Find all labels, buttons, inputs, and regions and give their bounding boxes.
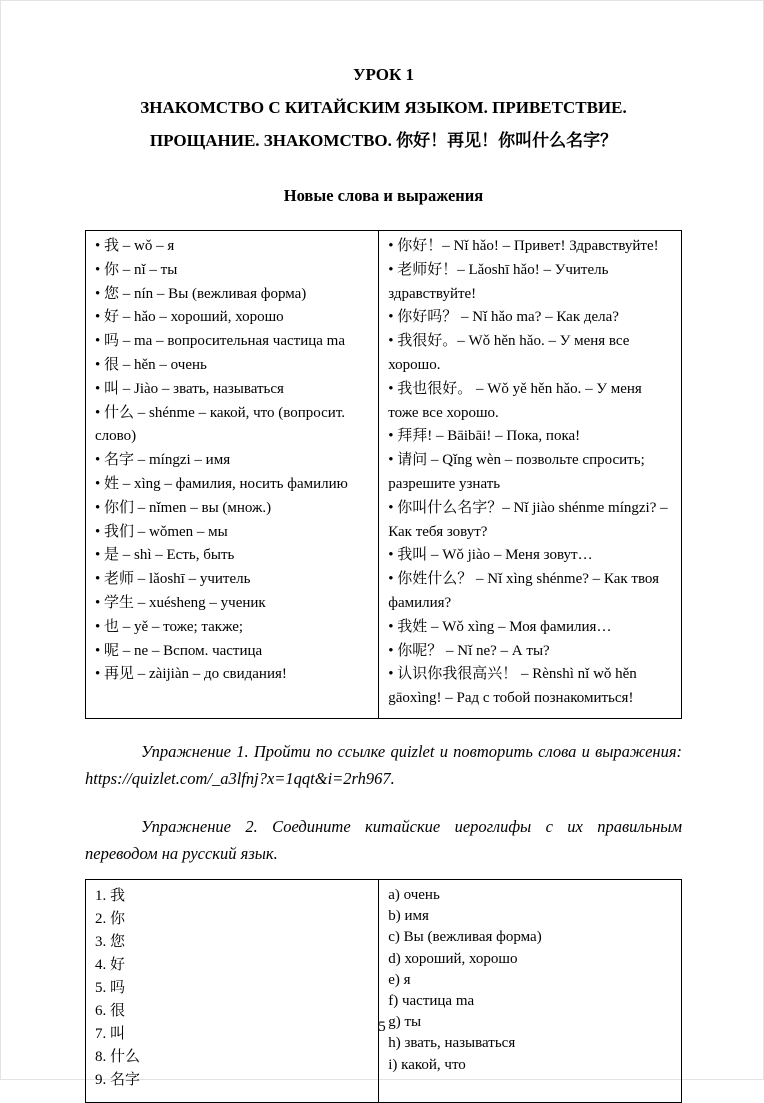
vocab-item: • 认识你我很高兴！ – Rènshì nǐ wǒ hěn gāoxìng! – Рад с тобой познакомиться! [388, 663, 673, 711]
vocab-item: • 我也很好。 – Wǒ yě hěn hǎo. – У меня тоже все хорошо. [388, 378, 673, 426]
match-item-translation: f) частица ma [388, 992, 475, 1009]
section-subtitle: Новые слова и выражения [283, 186, 484, 205]
quizlet-link[interactable]: https://quizlet.com/_a3lfnj?x=1qqt&i=2rh967 [85, 768, 391, 788]
vocab-item: • 你呢？ – Nǐ ne? – А ты? [388, 640, 673, 664]
vocab-item: • 你好吗？ – Nǐ hǎo ma? – Как дела? [388, 306, 673, 330]
exercise-2-paragraph: Упражнение 2. Соедините китайские иероглифы с их правильным переводом на русский язык. [85, 816, 682, 863]
vocab-item: • 老师 – lǎoshī – учитель [95, 568, 370, 592]
matching-table-left-cell [86, 879, 379, 1102]
match-item-translation: d) хороший, хорошо [388, 950, 518, 967]
page-number: 5 [378, 1019, 386, 1035]
vocab-table [85, 230, 682, 719]
vocab-item: • 我很好。– Wǒ hěn hǎo. – У меня все хорошо. [388, 330, 673, 378]
match-item-character: 6. 很 [95, 1002, 126, 1019]
lesson-title-line-3: ПРОЩАНИЕ. ЗНАКОМСТВО. 你好！再见！你叫什么名字？ [149, 131, 618, 150]
match-item-character: 8. 什么 [95, 1048, 141, 1065]
vocab-item: • 好 – hǎo – хороший, хорошо [95, 306, 370, 330]
vocab-item: • 学生 – xuésheng – ученик [95, 592, 370, 616]
match-item-character: 2. 你 [95, 910, 126, 927]
match-item-character: 1. 我 [95, 887, 126, 904]
lesson-title [85, 58, 682, 157]
vocab-item: • 你姓什么？ – Nǐ xìng shénme? – Как твоя фамилия? [388, 568, 673, 616]
match-item-character: 3. 您 [95, 933, 126, 950]
vocab-item: • 很 – hěn – очень [95, 354, 370, 378]
match-item-translation: e) я [388, 971, 411, 988]
lesson-title-line-1: УРОК 1 [352, 65, 415, 84]
match-item-character: 9. 名字 [95, 1071, 141, 1088]
vocab-item: • 老师好！– Lǎoshī hǎo! – Учитель здравствуйте! [388, 259, 673, 307]
match-item-character: 7. 叫 [95, 1025, 126, 1042]
vocab-list-right [388, 235, 673, 711]
match-item-character: 4. 好 [95, 956, 126, 973]
vocab-item: • 你叫什么名字？– Nǐ jiào shénme míngzi? – Как тебя зовут? [388, 497, 673, 545]
matching-exercise-table [85, 879, 682, 1103]
exercise-1-suffix: . [390, 768, 395, 788]
vocab-item: • 你们 – nǐmen – вы (множ.) [95, 497, 370, 521]
vocab-item: • 叫 – Jiào – звать, называться [95, 378, 370, 402]
vocab-table-row [86, 231, 682, 719]
vocab-item: • 我叫 – Wǒ jiào – Меня зовут… [388, 544, 673, 568]
vocab-item: • 是 – shì – Есть, быть [95, 544, 370, 568]
lesson-title-line-2: ЗНАКОМСТВО С КИТАЙСКИМ ЯЗЫКОМ. ПРИВЕТСТВИЕ. [140, 98, 627, 117]
matching-table-row [86, 879, 682, 1102]
matching-list-translations [388, 885, 673, 1076]
vocab-item: • 拜拜! – Bāibāi! – Пока, пока! [388, 425, 673, 449]
vocab-item: • 名字 – míngzi – имя [95, 449, 370, 473]
vocab-table-left-cell [86, 231, 379, 719]
matching-table-right-cell [379, 879, 682, 1102]
match-item-translation: g) ты [388, 1014, 422, 1031]
vocab-item: • 你好！– Nǐ hǎo! – Привет! Здравствуйте! [388, 235, 673, 259]
match-item-translation: h) звать, называться [388, 1035, 516, 1052]
vocab-item: • 再见 – zàijiàn – до свидания! [95, 663, 370, 687]
matching-list-characters [95, 885, 370, 1092]
vocab-item: • 我姓 – Wǒ xìng – Моя фамилия… [388, 616, 673, 640]
vocab-item: • 也 – yě – тоже; также; [95, 616, 370, 640]
vocab-item: • 呢 – ne – Вспом. частица [95, 640, 370, 664]
vocab-list-left [95, 235, 370, 687]
vocab-item: • 姓 – xìng – фамилия, носить фамилию [95, 473, 370, 497]
vocab-item: • 吗 – ma – вопросительная частица ma [95, 330, 370, 354]
match-item-character: 5. 吗 [95, 979, 126, 996]
match-item-translation: c) Вы (вежливая форма) [388, 929, 542, 946]
vocab-item: • 我们 – wǒmen – мы [95, 521, 370, 545]
match-item-translation: i) какой, что [388, 1056, 466, 1073]
vocab-item: • 我 – wǒ – я [95, 235, 370, 259]
vocab-item: • 您 – nín – Вы (вежливая форма) [95, 283, 370, 307]
match-item-translation: b) имя [388, 908, 429, 925]
vocab-item: • 请问 – Qǐng wèn – позвольте спросить; разрешите узнать [388, 449, 673, 497]
exercise-1-text: Упражнение 1. Пройти по ссылке quizlet и повторить слова и выражения: [141, 741, 682, 761]
vocab-item: • 你 – nǐ – ты [95, 259, 370, 283]
match-item-translation: a) очень [388, 886, 440, 903]
vocab-table-right-cell [379, 231, 682, 719]
vocab-item: • 什么 – shénme – какой, что (вопросит. слово) [95, 402, 370, 450]
exercise-1-paragraph [85, 738, 682, 792]
